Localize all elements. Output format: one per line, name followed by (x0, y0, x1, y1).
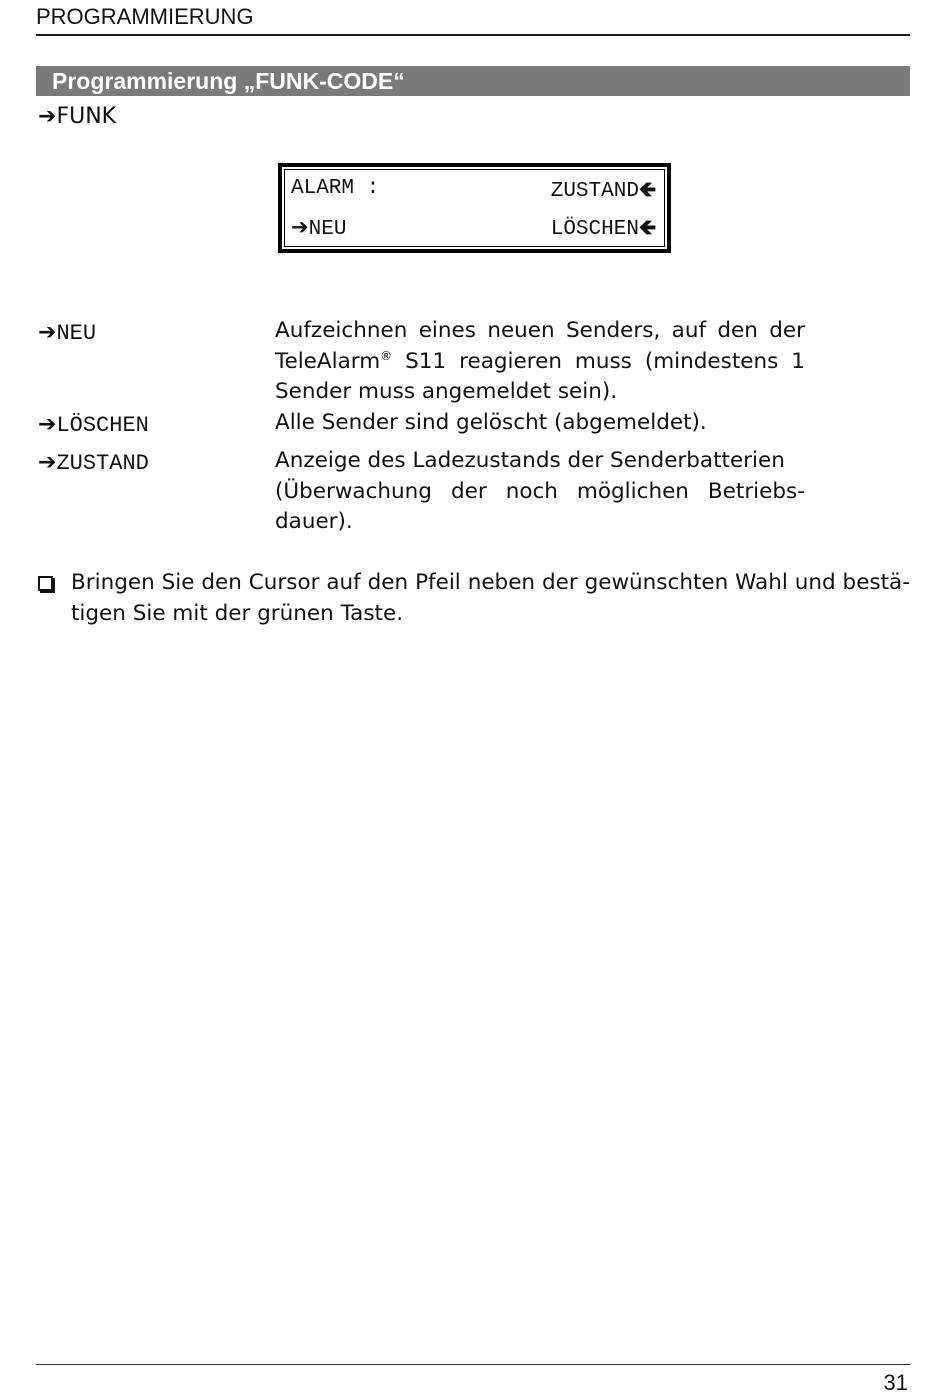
section-heading (36, 66, 910, 96)
lcd-neu-label: NEU (308, 218, 347, 241)
section-title: Programmierung „FUNK-CODE“ (52, 68, 405, 94)
page-number: 31 (883, 1370, 908, 1395)
menu-path-label: FUNK (56, 104, 117, 129)
description-line: (Überwachung der noch möglichen Betriebs- (275, 478, 805, 504)
brand-name: TeleAlarm (275, 348, 381, 374)
left-arrow-icon: 🡸 (638, 215, 656, 239)
running-header (36, 2, 910, 36)
right-arrow-icon: ➔ (291, 215, 309, 239)
lcd-loeschen-option (551, 208, 656, 249)
description-line (275, 347, 805, 378)
option-neu (38, 318, 96, 349)
description-text: S11 reagieren muss (mindestens 1 (392, 348, 805, 374)
header-title: PROGRAMMIERUNG (36, 4, 254, 29)
lcd-loeschen-label: LÖSCHEN (550, 218, 639, 241)
option-neu-description (275, 316, 805, 408)
option-label: NEU (56, 321, 97, 346)
option-loeschen-description (275, 408, 805, 439)
left-arrow-icon: 🡸 (638, 177, 656, 201)
lcd-alarm-label: ALARM : (291, 177, 380, 200)
lcd-row-2 (285, 208, 664, 246)
lcd-screen (284, 169, 665, 247)
lcd-zustand-option (551, 170, 656, 211)
description-line: Anzeige des Ladezustands der Senderbatterien (275, 448, 785, 473)
menu-path (38, 102, 116, 132)
registered-mark: ® (380, 348, 393, 363)
description-line: Sender muss angemeldet sein). (275, 379, 618, 404)
lcd-row-1 (285, 170, 664, 208)
footer-rule (36, 1364, 910, 1365)
right-arrow-icon: ➔ (38, 412, 57, 437)
description-line: Alle Sender sind gelöscht (abgemeldet). (275, 410, 707, 435)
option-label: ZUSTAND (56, 451, 149, 476)
option-label: LÖSCHEN (56, 413, 149, 438)
option-zustand-description (275, 446, 805, 538)
option-loeschen (38, 410, 149, 441)
right-arrow-icon: ➔ (38, 450, 57, 475)
checkbox-bullet-icon (38, 576, 53, 591)
instruction-item (38, 567, 910, 629)
description-line: Aufzeichnen eines neuen Senders, auf den der (275, 318, 805, 343)
lcd-neu-option (291, 208, 346, 249)
lcd-display (278, 163, 671, 253)
right-arrow-icon: ➔ (38, 320, 57, 345)
lcd-zustand-label: ZUSTAND (550, 180, 639, 203)
description-line: dauer). (275, 509, 353, 534)
instruction-text: Bringen Sie den Cursor auf den Pfeil neben der gewünschten Wahl und bestä-tigen Sie mit der grünen Taste. (71, 570, 910, 626)
option-zustand (38, 448, 149, 479)
right-arrow-icon: ➔ (38, 104, 57, 129)
